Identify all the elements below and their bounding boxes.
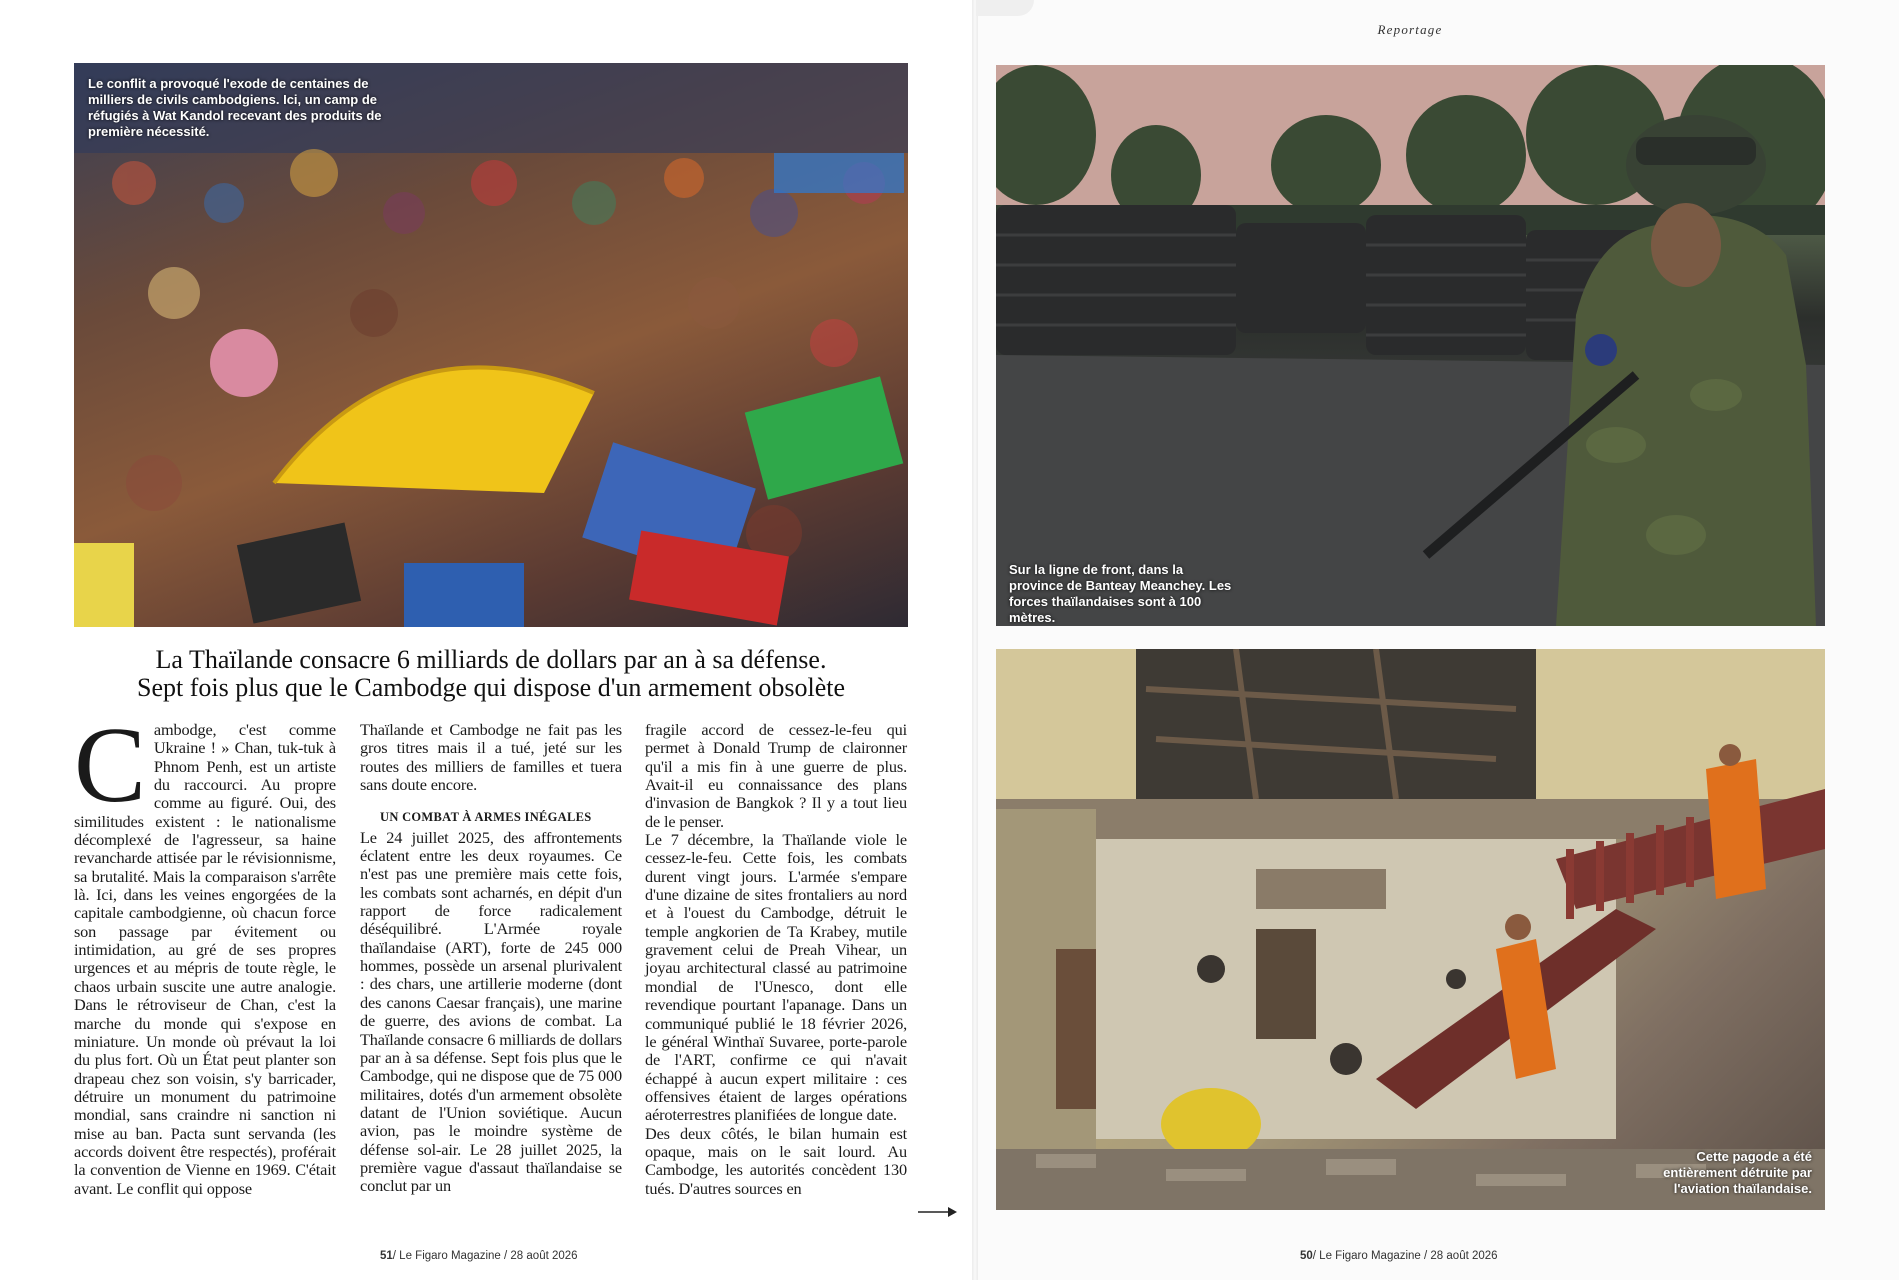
- article-paragraph: Le 24 juillet 2025, des affrontements éclatent entre les deux royaumes. Ce n'est pas une première mais cette fois, les combats sont acharnés, en dépit d'un rapport de force radicalement déséquilibré. L'Armée royale thaïlandaise (ART), forte de 245 000 hommes, possède un arsenal plurivalent : des chars, une artillerie moderne (dont des canons Caesar français), une marine de guerre, des avions de combat. La Thaïlande consacre 6 milliards de dollars par an à sa défense. Sept fois plus que le Cambodge, qui ne dispose que de 75 000 militaires, dotés d'un armement obsolète datant de l'Union soviétique. Aucun avion, pas le moindre système de défense sol-air. Le 28 juillet 2025, la première vague d'assaut thaïlandaise se conclut par un: [360, 827, 622, 1196]
- article-subhead: UN COMBAT À ARMES INÉGALES: [380, 810, 592, 825]
- page-corner-tab: [976, 0, 1034, 16]
- photo-destroyed-pagoda: [996, 649, 1825, 1210]
- page-footer-left: [380, 1250, 578, 1262]
- article-column-2: [360, 721, 622, 1196]
- destroyed-pagoda-caption: Cette pagode a été entièrement détruite par l'aviation thaïlandaise.: [1663, 1149, 1812, 1196]
- article-paragraph: ambodge, c'est comme Ukraine ! » Chan, tuk-tuk à Phnom Penh, est un artiste du raccourci. Au propre comme au figuré. Oui, des similitudes existent : le nationalisme décomplexé de l'agresseur, sa haine revancharde attisée par le révisionnisme, sa brutalité. Mais la comparaison s'arrête là. Ici, dans les veines engorgées de la capitale cambodgienne, où chacun force son passage par évitement ou intimidation, au gré de ses propres urgences et au mépris de toute règle, le chaos urbain suscite une autre analogie. Dans le rétroviseur de Chan, c'est la marche du monde qui s'expose en miniature. Un monde où prévaut la loi du plus fort. Où un État peut planter son drapeau chez son voisin, s'y barricader, détruire un monument du patrimoine mondial, sans craindre ni sanction ni mise au ban. Pacta sunt servanda (les accords doivent être respectés), proférait la convention de Vienne en 1969. C'était avant. Le conflit qui oppose: [74, 720, 336, 1198]
- publication-info: / Le Figaro Magazine / 28 août 2026: [1312, 1250, 1498, 1262]
- article-paragraph: Des deux côtés, le bilan humain est opaque, mais on le sait lourd. Au Cambodge, les autorités concèdent 130 tués. D'autres sources en: [645, 1123, 907, 1198]
- article-paragraph: fragile accord de cessez-le-feu qui permet à Donald Trump de claironner qu'il a mis fin à une guerre de plus. Avait-il eu connaissance des plans d'invasion de Bangkok ? Il y a tout lieu de le penser.: [645, 720, 907, 831]
- article-paragraph: Thaïlande et Cambodge ne fait pas les gros titres mais il a tué, jeté sur les routes des milliers de familles et tuera sans doute encore.: [360, 720, 622, 795]
- headline-line-1: La Thaïlande consacre 6 milliards de dollars par an à sa défense.: [155, 645, 827, 674]
- destroyed-pagoda-illustration: [996, 649, 1825, 1210]
- article-column-3: [645, 721, 907, 1198]
- photo-refugee-camp: [74, 63, 908, 627]
- continue-arrow-icon: [918, 1205, 958, 1219]
- refugee-camp-illustration: [74, 63, 908, 627]
- headline-line-2: Sept fois plus que le Cambodge qui dispose d'un armement obsolète: [136, 673, 846, 702]
- article-paragraph: Le 7 décembre, la Thaïlande viole le cessez-le-feu. Cette fois, les combats durent vingt jours. L'armée s'empare d'une dizaine de sites frontaliers au nord et à l'ouest du Cambodge, détruit le temple angkorien de Ta Krabey, mutile gravement celui de Preah Vihear, un joyau architectural classé au patrimoine mondial de l'Unesco, dont elle revendique pourtant l'apanage. Dans un communiqué publié le 18 février 2026, le général Winthaï Suvaree, porte-parole de l'ART, confirme ce qui n'avait échappé à aucun expert militaire : ces offensives étaient de larges opérations aéroterrestres planifiées de longue date.: [645, 830, 907, 1125]
- page-number: 50: [1300, 1250, 1313, 1262]
- section-label: Reportage: [1377, 22, 1443, 37]
- photo-frontline-soldier: [996, 65, 1825, 626]
- article-headline: [74, 646, 908, 702]
- frontline-soldier-caption: Sur la ligne de front, dans la province de Banteay Meanchey. Les forces thaïlandaises sont à 100 mètres.: [1009, 562, 1232, 625]
- page-footer-right: [1300, 1250, 1498, 1262]
- publication-info: / Le Figaro Magazine / 28 août 2026: [392, 1250, 578, 1262]
- page-number: 51: [380, 1250, 393, 1262]
- frontline-soldier-illustration: [996, 65, 1825, 626]
- page-gutter: [972, 0, 978, 1280]
- refugee-camp-caption: Le conflit a provoqué l'exode de centaines de milliers de civils cambodgiens. Ici, un camp de réfugiés à Wat Kandol recevant des produits de première nécessité.: [88, 76, 382, 139]
- drop-cap: C: [74, 706, 146, 825]
- article-column-1: [74, 706, 336, 1198]
